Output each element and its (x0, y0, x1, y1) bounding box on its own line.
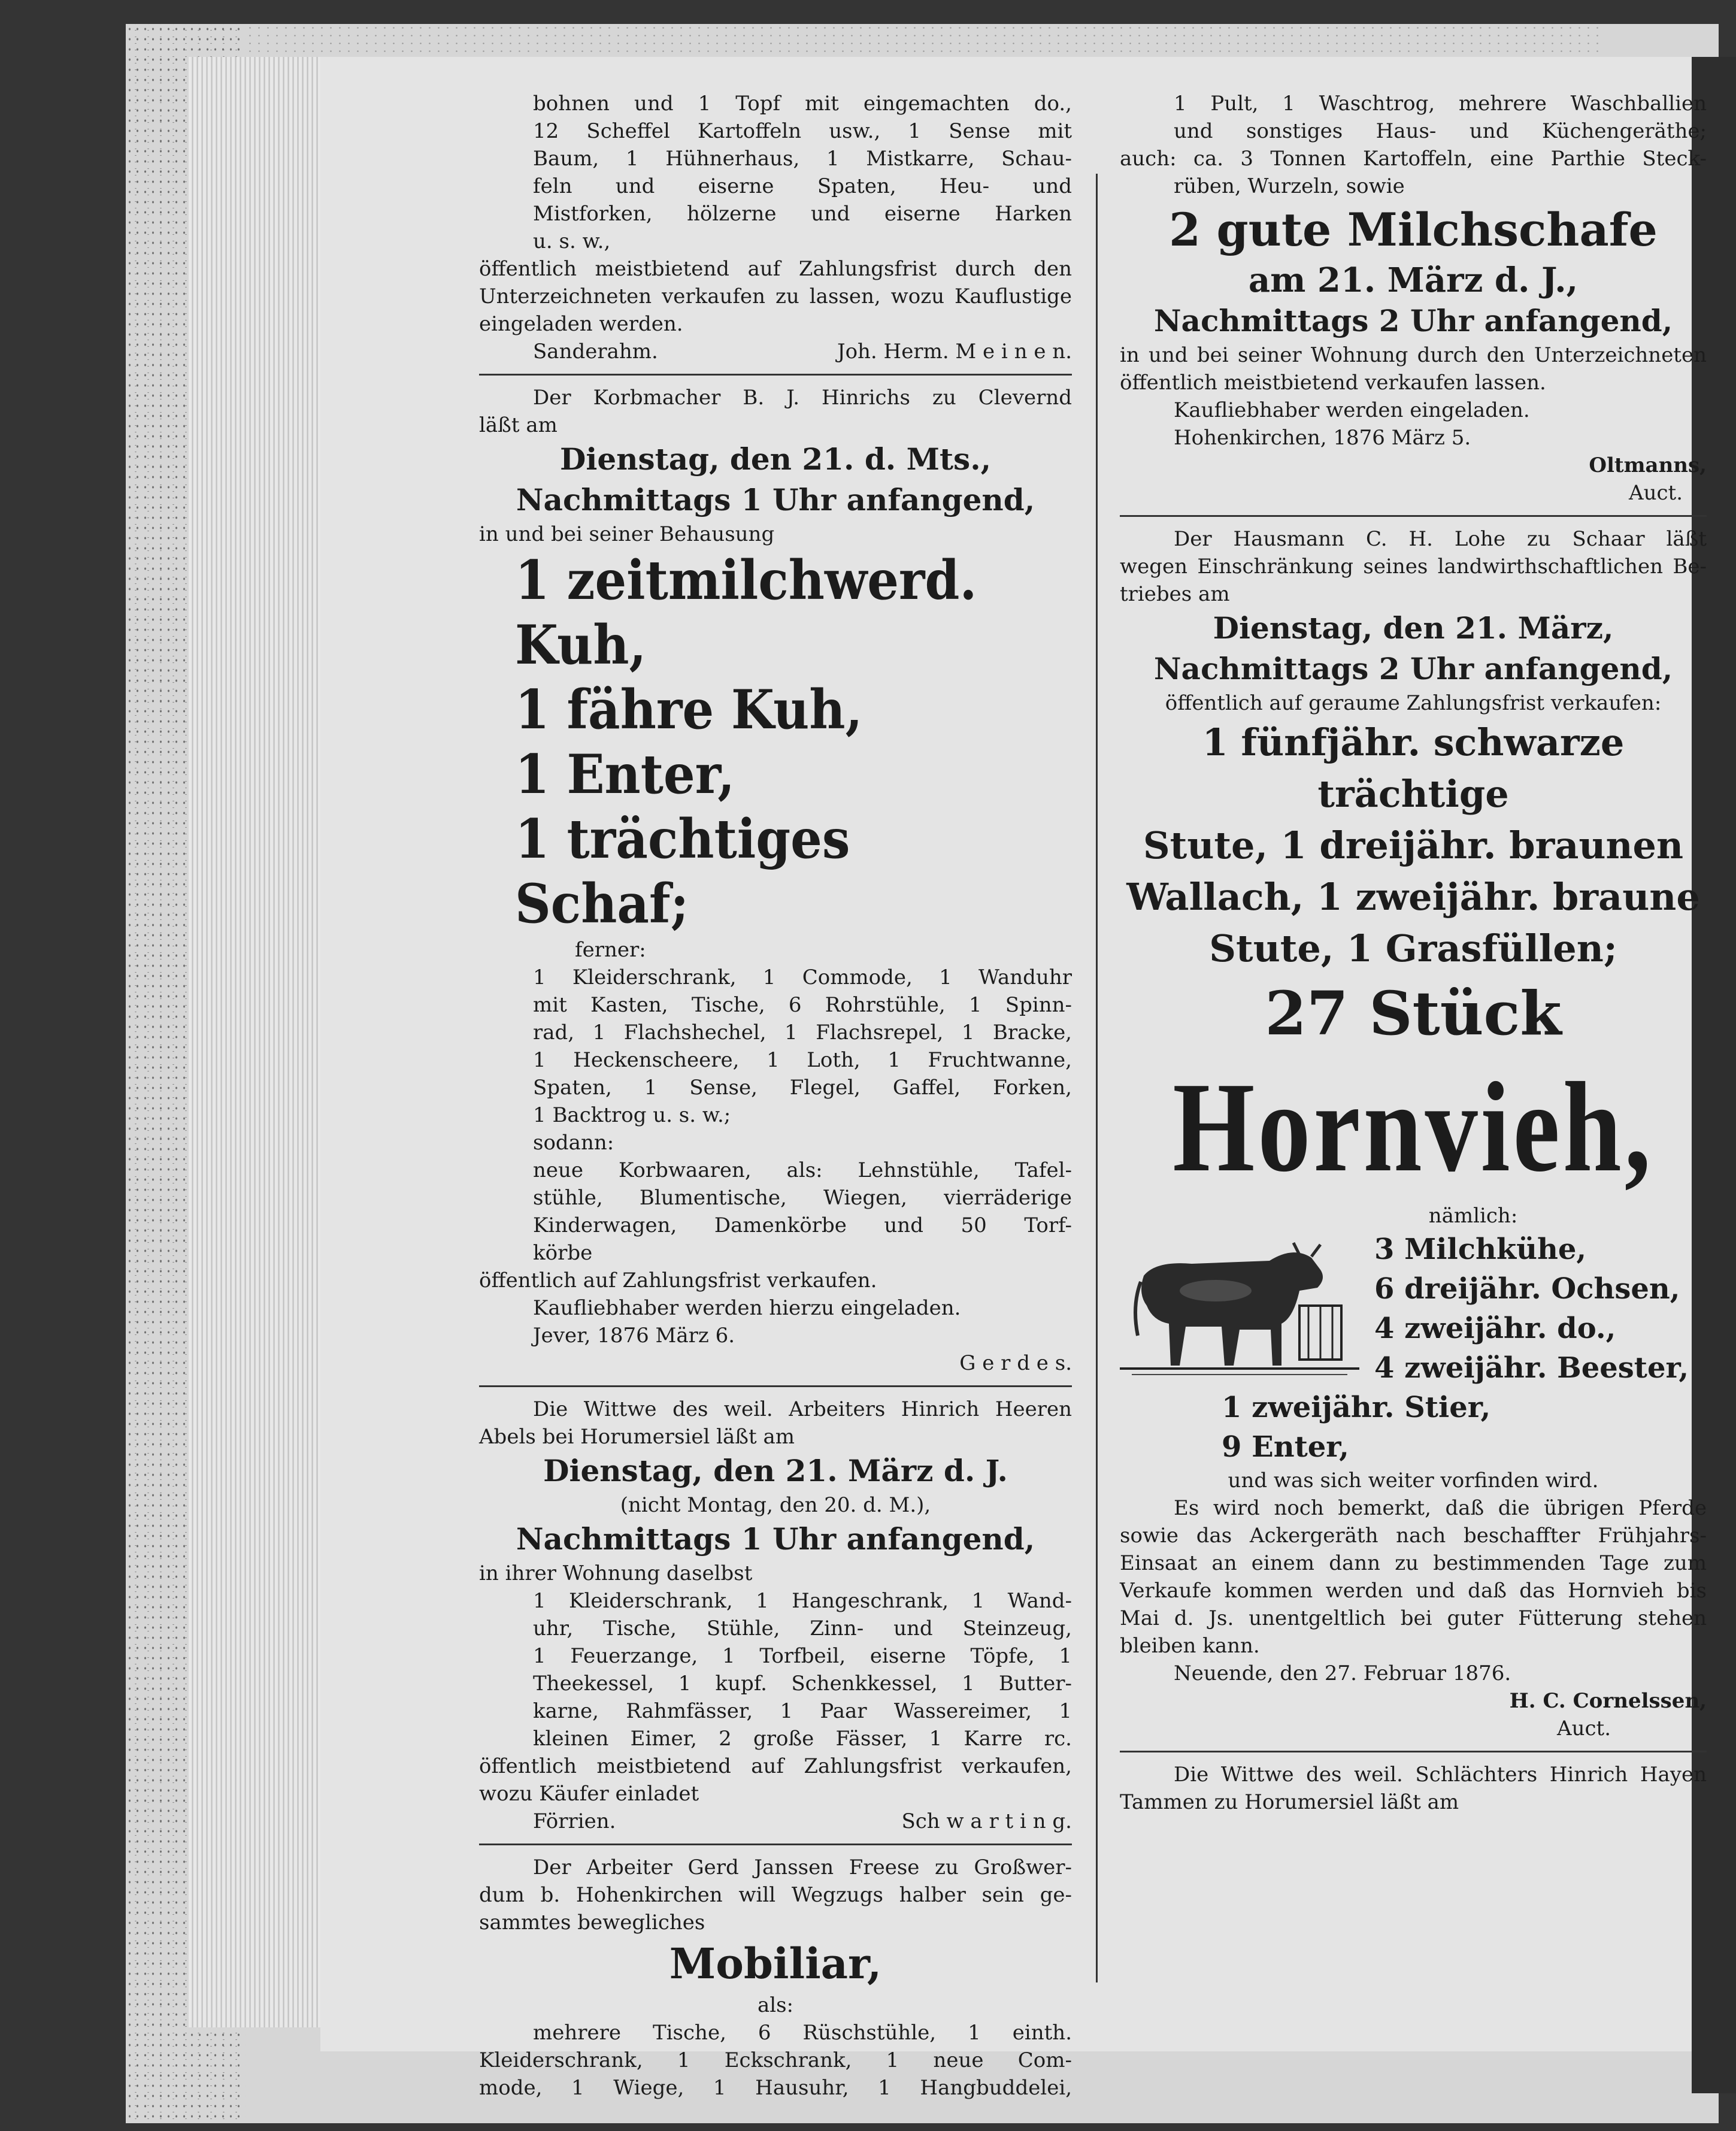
ad-line: u. s. w., (533, 229, 611, 253)
cattle-item: 9 Enter, (1222, 1430, 1349, 1464)
ad-signature: Oltmanns, (1589, 453, 1707, 477)
ad-separator (479, 374, 1072, 376)
ad-als: als: (757, 1993, 794, 2017)
ad-hornvieh-headline: Hornvieh, (1173, 1055, 1654, 1198)
ad-public: wozu Käufer einladet (479, 1782, 699, 1806)
ad-item-line: mode, 1 Wiege, 1 Hausuhr, 1 Hangbuddelei, (479, 2076, 1072, 2100)
ad-abels (479, 1396, 1072, 1835)
ad-date: Dienstag, den 21. März d. J. (543, 1453, 1008, 1488)
ad-location: in und bei seiner Behausung (479, 522, 775, 546)
ad-line: öffentlich meistbietend auf Zahlungsfrist durch den (479, 257, 1072, 281)
ad-item-line: 1 Heckenscheere, 1 Loth, 1 Fruchtwanne, (533, 1048, 1072, 1072)
cow-illustration-icon (1120, 1234, 1359, 1384)
ad-separator (479, 1844, 1072, 1845)
ad-horse-line: Stute, 1 Grasfüllen; (1209, 927, 1617, 970)
ad-line: feln und eiserne Spaten, Heu- und (533, 174, 1072, 198)
ad-place-date: Jever, 1876 März 6. (533, 1324, 735, 1348)
ad-date: am 21. März d. J., (1248, 261, 1579, 300)
ad-intro: Die Wittwe des weil. Schlächters Hinrich Hayen (1174, 1763, 1707, 1787)
ad-time: Nachmittags 2 Uhr anfangend, (1153, 651, 1673, 686)
ad-line: Mistforken, hölzerne und eiserne Harken (533, 202, 1072, 226)
cattle-item: 3 Milchkühe, (1374, 1233, 1587, 1266)
ad-intro: wegen Einschränkung seines landwirthschaftlichen Be- (1120, 555, 1707, 579)
ad-separator (479, 1385, 1072, 1387)
ad-hinrichs (479, 384, 1072, 1377)
ad-item-line: Kinderwagen, Damenkörbe und 50 Torf- (533, 1213, 1072, 1237)
ad-intro: triebes am (1120, 582, 1230, 606)
ad-item-big: 1 trächtiges Schaf; (515, 807, 850, 936)
ad-time: Nachmittags 2 Uhr anfangend, (1153, 303, 1673, 338)
ad-intro: läßt am (479, 413, 558, 437)
right-column (1120, 90, 1707, 1816)
ad-public: öffentlich meistbietend verkaufen lassen. (1120, 371, 1546, 395)
ad-item-line: 1 Backtrog u. s. w.; (533, 1103, 731, 1127)
cattle-block (1120, 1230, 1707, 1388)
ad-signature: Joh. Herm. M e i n e n. (837, 340, 1072, 364)
ad-note-line: bleiben kann. (1120, 1634, 1260, 1658)
ad-note-line: Es wird noch bemerkt, daß die übrigen Pferde (1174, 1496, 1707, 1520)
ad-public: öffentlich meistbietend auf Zahlungsfrist verkaufen, (479, 1754, 1072, 1778)
ad-item-line: 1 Kleiderschrank, 1 Hangeschrank, 1 Wand- (533, 1589, 1072, 1613)
ad-line: auch: ca. 3 Tonnen Kartoffeln, eine Parthie Steck- (1120, 147, 1707, 171)
ad-place-date: Hohenkirchen, 1876 März 5. (1174, 426, 1471, 450)
ad-item-line: kleinen Eimer, 2 große Fässer, 1 Karre rc. (533, 1727, 1072, 1751)
ad-note-line: Einsaat an einem dann zu bestimmenden Tage zum (1120, 1551, 1707, 1575)
ad-item-line: rad, 1 Flachshechel, 1 Flachsrepel, 1 Bracke, (533, 1021, 1072, 1045)
ad-title: Auct. (1557, 1717, 1611, 1740)
ad-headline: 2 gute Milchschafe (1169, 203, 1658, 256)
ad-intro: Der Hausmann C. H. Lohe zu Schaar läßt (1174, 527, 1707, 551)
ad-item-line: körbe (533, 1241, 593, 1265)
left-column (479, 90, 1072, 2102)
ad-note-line: Mai d. Js. unentgeltlich bei guter Fütterung stehen (1120, 1606, 1707, 1630)
ad-time: Nachmittags 1 Uhr anfangend, (516, 482, 1035, 517)
ad-more: und was sich weiter vorfinden wird. (1228, 1469, 1599, 1493)
ad-date: Dienstag, den 21. d. Mts., (559, 441, 992, 477)
ad-signature: G e r d e s. (959, 1351, 1072, 1375)
ad-item-line: Kleiderschrank, 1 Eckschrank, 1 neue Com- (479, 2048, 1072, 2072)
cattle-list (1374, 1230, 1689, 1388)
ad-lohe (1120, 525, 1707, 1742)
ad-location: in ihrer Wohnung daselbst (479, 1561, 753, 1585)
ad-separator (1120, 515, 1707, 517)
ad-freese (479, 1854, 1072, 2102)
cattle-item: 4 zweijähr. do., (1374, 1312, 1616, 1345)
ad-line: eingeladen werden. (479, 312, 683, 336)
page-edges (189, 57, 326, 2027)
ad-item-line: stühle, Blumentische, Wiegen, vierräderige (533, 1186, 1072, 1210)
ad-count: 27 Stück (1265, 978, 1562, 1049)
ad-signature: H. C. Cornelssen, (1509, 1689, 1707, 1713)
ad-line: Baum, 1 Hühnerhaus, 1 Mistkarre, Schau- (533, 147, 1072, 171)
ad-item-line: karne, Rahmfässer, 1 Paar Wassereimer, 1 (533, 1699, 1072, 1723)
ad-note: (nicht Montag, den 20. d. M.), (620, 1493, 931, 1517)
ad-title: Auct. (1629, 481, 1683, 505)
ad-intro: Der Korbmacher B. J. Hinrichs zu Clevernd (533, 386, 1072, 410)
ad-public: in und bei seiner Wohnung durch den Unterzeichneten (1120, 343, 1707, 367)
ad-intro: Tammen zu Horumersiel läßt am (1120, 1790, 1459, 1814)
ad-item-line: mit Kasten, Tische, 6 Rohrstühle, 1 Spinn- (533, 993, 1072, 1017)
ad-item-big: 1 zeitmilchwerd. Kuh, (515, 549, 977, 677)
ad-line: 1 Pult, 1 Waschtrog, mehrere Waschballien (1174, 92, 1707, 116)
ad-invite: Kaufliebhaber werden hierzu eingeladen. (533, 1296, 961, 1320)
ad-intro: Der Arbeiter Gerd Janssen Freese zu Großwer- (533, 1855, 1072, 1879)
ad-signature: Sch w a r t i n g. (901, 1809, 1072, 1833)
ad-item-big: 1 fähre Kuh, (515, 678, 863, 741)
ad-naemlich: nämlich: (1428, 1204, 1518, 1228)
ad-horse-line: 1 fünfjähr. schwarze trächtige (1202, 721, 1625, 816)
ad-item-line: 1 Feuerzange, 1 Torfbeil, eiserne Töpfe, 1 (533, 1644, 1072, 1668)
cattle-item: 6 dreijähr. Ochsen, (1374, 1272, 1680, 1306)
cattle-item: 4 zweijähr. Beester, (1374, 1351, 1689, 1385)
ad-milchschafe (1120, 90, 1707, 507)
ad-ferner: ferner: (575, 938, 646, 962)
ad-item-line: neue Korbwaaren, als: Lehnstühle, Tafel- (533, 1158, 1072, 1182)
ad-line: rüben, Wurzeln, sowie (1174, 174, 1405, 198)
ad-invite: Kaufliebhaber werden eingeladen. (1174, 398, 1530, 422)
ad-line: 12 Scheffel Kartoffeln usw., 1 Sense mit (533, 119, 1072, 143)
ad-line: und sonstiges Haus- und Küchengeräthe; (1174, 119, 1707, 143)
ad-place-date: Neuende, den 27. Februar 1876. (1174, 1661, 1511, 1685)
ad-item-line: Spaten, 1 Sense, Flegel, Gaffel, Forken, (533, 1076, 1072, 1100)
ad-item-line: Theekessel, 1 kupf. Schenkkessel, 1 Butter- (533, 1672, 1072, 1696)
ad-item-line: 1 Kleiderschrank, 1 Commode, 1 Wanduhr (533, 965, 1072, 989)
ad-horse-line: Stute, 1 dreijähr. braunen (1143, 824, 1684, 867)
ad-place: Sanderahm. (533, 340, 658, 364)
ad-tammen (1120, 1761, 1707, 1816)
ad-item-big: 1 Enter, (515, 743, 735, 806)
ad-line: bohnen und 1 Topf mit eingemachten do., (533, 92, 1072, 116)
cattle-item: 1 zweijähr. Stier, (1222, 1391, 1491, 1424)
ad-note-line: sowie das Ackergeräth nach beschaffter Frühjahrs- (1120, 1524, 1707, 1548)
ad-place: Förrien. (533, 1809, 616, 1833)
ad-item-line: uhr, Tische, Stühle, Zinn- und Steinzeug, (533, 1617, 1072, 1640)
ad-time: Nachmittags 1 Uhr anfangend, (516, 1521, 1035, 1557)
ad-intro: dum b. Hohenkirchen will Wegzugs halber sein ge- (479, 1883, 1072, 1907)
ad-date: Dienstag, den 21. März, (1213, 610, 1614, 646)
ad-sodann: sodann: (533, 1131, 614, 1155)
ad-line: Unterzeichneten verkaufen zu lassen, wozu Kauflustige (479, 284, 1072, 308)
ad-separator (1120, 1751, 1707, 1752)
ad-horse-line: Wallach, 1 zweijähr. braune (1126, 875, 1700, 919)
ad-item-line: mehrere Tische, 6 Rüschstühle, 1 einth. (533, 2021, 1072, 2045)
ad-intro: Die Wittwe des weil. Arbeiters Hinrich Heeren (533, 1397, 1072, 1421)
ad-note-line: Verkaufe kommen werden und daß das Hornvieh bis (1120, 1579, 1707, 1603)
ad-sanderahm (479, 90, 1072, 365)
ad-public: öffentlich auf geraume Zahlungsfrist verkaufen: (1165, 691, 1662, 715)
ad-headline: Mobiliar, (669, 1939, 882, 1988)
ad-intro: Abels bei Horumersiel läßt am (479, 1425, 795, 1449)
ad-intro: sammtes bewegliches (479, 1911, 705, 1935)
ad-public: öffentlich auf Zahlungsfrist verkaufen. (479, 1269, 877, 1292)
column-divider (1096, 174, 1098, 1982)
